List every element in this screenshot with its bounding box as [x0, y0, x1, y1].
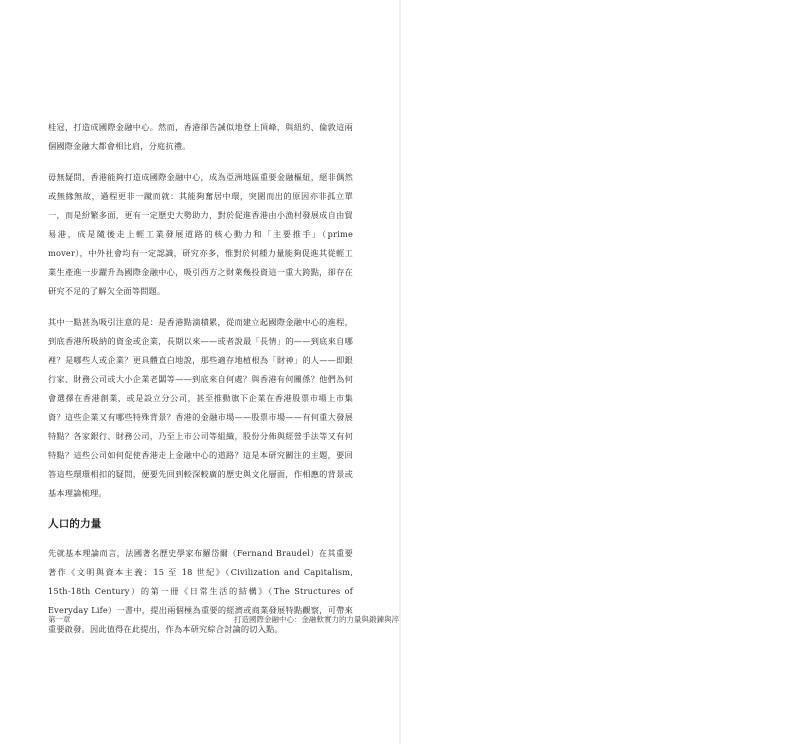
paragraph: 毋無疑問，香港能夠打造成國際金融中心，成為亞洲地區重要金融樞紐，絕非偶然或無緣無故，過程更非一蹴而就：其能夠奮居中環，突圍而出的原因亦非孤立單一，而是紛繁多面，更有一定歷史大勢助力，對於促進香港由小漁村發展成自由貿易港，成是隨後走上輕工業發展道路的核心動力和「主要推手」（prime mover），中外社會均有一定認識，研究亦多，惟對於何種力量能夠促進其從輕工業生產進一步躍升為國際金融中心，吸引西方之財萊幾投資這一重大跨點，卻存在研究不足的了解欠全面等問題。	[48, 172, 353, 296]
left-text-block	[48, 118, 353, 651]
paragraph: 桂冠，打造成國際金融中心。然而，香港卻告誡似地登上頂峰，與紐約、倫敦這兩個國際金融大都會相比肩，分庭抗禮。	[48, 122, 353, 151]
section-heading: 人口的力量	[48, 518, 102, 530]
footer-chapter: 第一章	[48, 615, 71, 624]
footer-running-title: 打造國際金融中心：金融軟實力的力量與鍛鍊與淬	[234, 615, 399, 624]
right-page	[400, 0, 800, 744]
paragraph: 先就基本理論而言，法國著名歷史學家布羅岱爾（Fernand Braudel）在其重要著作《文明與資本主義：15 至 18 世紀》（Civilization and Capitalism, 15th-18th Century）的第一冊《日常生活的結構》（The Structures of Everyday Life）一書中，提出兩個極為重要的經濟或商業發展特點觀察，可帶來重要啟發。因此值得在此提出，作為本研究綜合討論的切入點。	[48, 548, 353, 634]
paragraph: 其中一點甚為吸引注意的是：是香港點滴積累，從而建立起國際金融中心的進程，到底香港所吸納的資金或企業，長期以來——或者說最「長情」的——到底來自哪裡？是哪些人或企業？更具體直白地說，那些適存地植根為「財神」的人——即銀行家、財務公司或大小企業老闆等——到底來自何處？與香港有何關係？他們為何會選擇在香港創業，或是設立分公司，甚至推動旗下企業在香港股票市場上市集資？這些企業又有哪些特殊背景？香港的金融市場——股票市場——有何重大發展特點？各家銀行、財務公司，乃至上市公司等組織，股份分佈與經營手法等又有何特點？這些公司如何促使香港走上金融中心的道路？這是本研究關注的主題，要回答這些環環相扣的疑問，便要先回到較深較廣的歷史與文化層面，作相應的背景或基本理論梳理。	[48, 317, 353, 498]
